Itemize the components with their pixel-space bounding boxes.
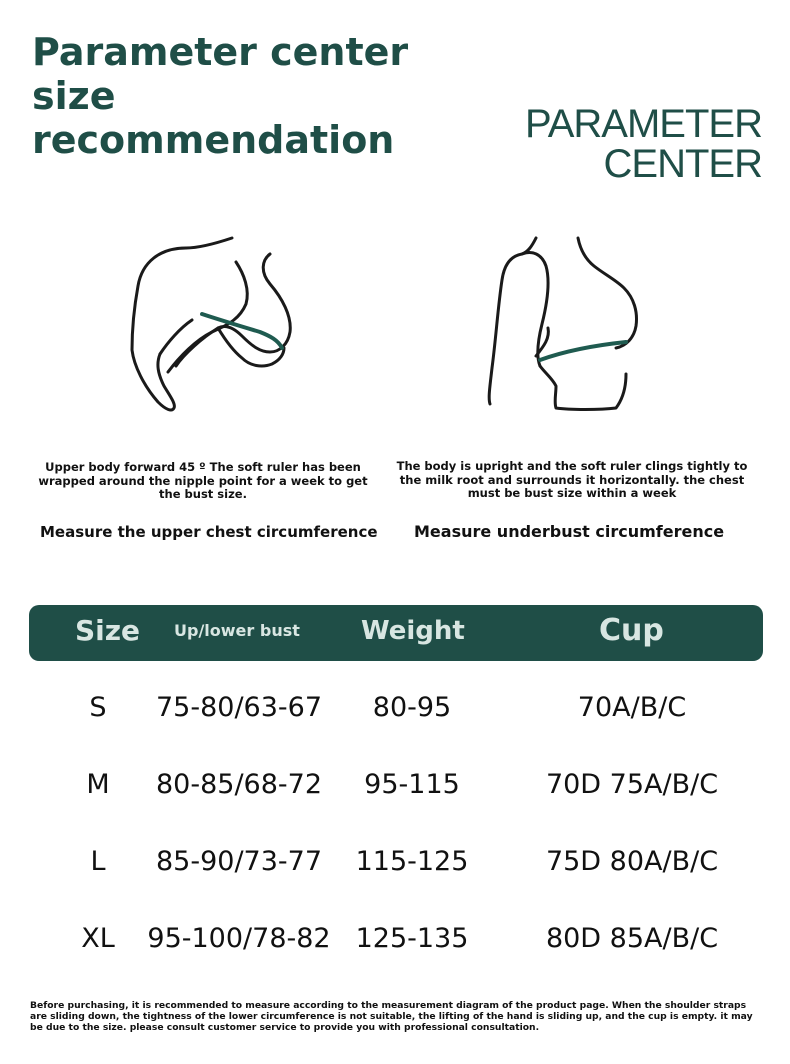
row-weight: 115-125 [355, 846, 469, 877]
row-bust: 95-100/78-82 [147, 923, 331, 954]
row-size: M [86, 769, 110, 800]
header-cup: Cup [599, 613, 664, 648]
table-row [0, 923, 790, 963]
page-title [32, 30, 452, 162]
brand-line-1: PARAMETER [525, 102, 762, 146]
purchase-footnote: Before purchasing, it is recommended to measure according to the measurement diagram of the product page. When the shoulder straps are sliding down, the tightness of the lower circumference is not suitable, the lifting of the hand is sliding up, and the cup is empty. it may be due to the size. please consult customer service to provide you with professional consultation. [30, 1000, 753, 1033]
upper-chest-method-label: Measure the upper chest circumference [40, 523, 378, 541]
row-size: L [90, 846, 106, 877]
underbust-figure-icon [470, 228, 670, 428]
title-line-2: size [32, 74, 116, 118]
header-size: Size [75, 614, 141, 647]
table-row [0, 692, 790, 732]
row-bust: 75-80/63-67 [155, 692, 323, 723]
left-description: Upper body forward 45 º The soft ruler has been wrapped around the nipple point for a week to get the bust size. [38, 460, 368, 501]
size-table-header [29, 605, 763, 661]
row-cup: 75D 80A/B/C [545, 846, 719, 877]
header-weight: Weight [361, 616, 465, 646]
row-weight: 125-135 [355, 923, 469, 954]
row-cup: 70A/B/C [577, 692, 687, 723]
header-bust: Up/lower bust [174, 621, 300, 640]
row-weight: 95-115 [364, 769, 460, 800]
title-line-3: recommendation [32, 118, 395, 162]
brand-line-2: CENTER [603, 142, 762, 186]
row-cup: 80D 85A/B/C [545, 923, 719, 954]
row-cup: 70D 75A/B/C [545, 769, 719, 800]
row-weight: 80-95 [372, 692, 452, 723]
right-description: The body is upright and the soft ruler clings tightly to the milk root and surrounds it horizontally. the chest must be bust size within a week [396, 459, 748, 500]
row-size: S [89, 692, 107, 723]
table-row [0, 769, 790, 809]
upper-chest-figure-icon [120, 228, 310, 428]
underbust-method-label: Measure underbust circumference [414, 522, 725, 541]
row-size: XL [81, 923, 115, 954]
row-bust: 80-85/68-72 [155, 769, 323, 800]
row-bust: 85-90/73-77 [155, 846, 323, 877]
table-row [0, 846, 790, 886]
title-line-1: Parameter center [32, 30, 409, 74]
brand-logo [525, 104, 762, 184]
